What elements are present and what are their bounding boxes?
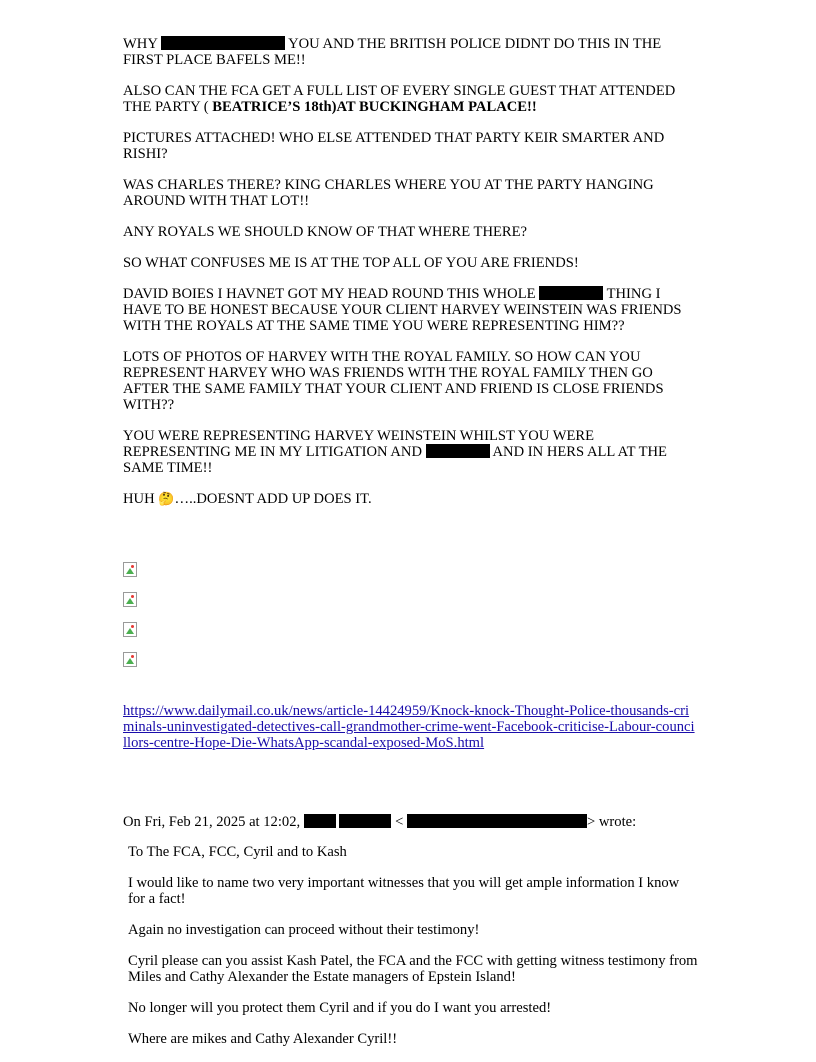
redaction-bar — [304, 814, 336, 828]
paragraph-royals: ANY ROYALS WE SHOULD KNOW OF THAT WHERE THERE? — [123, 224, 528, 240]
text: HUH — [123, 491, 155, 507]
paragraph-why — [123, 36, 698, 68]
paragraph-pictures: PICTURES ATTACHED! WHO ELSE ATTENDED THAT PARTY KEIR SMARTER AND RISHI? — [123, 130, 665, 162]
text: On Fri, Feb 21, 2025 at 12:02, — [123, 814, 301, 830]
paragraph-charles: WAS CHARLES THERE? KING CHARLES WHERE YOU AT THE PARTY HANGING AROUND WITH THAT LOT!! — [123, 177, 654, 209]
quoted-message — [123, 844, 698, 1047]
quoted-paragraph: Cyril please can you assist Kash Patel, the FCA and the FCC with getting witness testimony from Miles and Cathy Alexander the Estate managers of Epstein Island! — [128, 953, 698, 985]
paragraph-huh — [123, 491, 698, 508]
broken-image-icon[interactable] — [123, 592, 137, 607]
text: THING I HAVE TO BE HONEST BECAUSE YOUR CLIENT HARVEY WEINSTEIN WAS FRIENDS WITH THE ROYALS AT THE SAME TIME YOU WERE REPRESENTING HIM?? — [123, 286, 682, 334]
redaction-bar — [539, 286, 603, 300]
broken-image-icon[interactable] — [123, 622, 137, 637]
quoted-paragraph: I would like to name two very important witnesses that you will get ample information I know for a fact! — [128, 875, 680, 907]
text: < — [395, 814, 404, 830]
quote-header — [123, 814, 698, 830]
article-link-paragraph — [123, 703, 698, 751]
redaction-bar — [426, 444, 490, 458]
thinking-face-icon: 🤔 — [158, 492, 175, 507]
paragraph-photos: LOTS OF PHOTOS OF HARVEY WITH THE ROYAL FAMILY. SO HOW CAN YOU REPRESENT HARVEY WHO WAS FRIENDS WITH THE ROYAL FAMILY THEN GO AFTER THE SAME FAMILY THAT YOUR CLIENT AND FRIEND IS CLOSE FRIENDS WITH?? — [123, 349, 664, 413]
text: ALSO CAN THE FCA GET A FULL LIST OF EVERY SINGLE GUEST THAT ATTENDED THE PARTY ( — [123, 83, 676, 115]
text: WHY — [123, 36, 158, 52]
text: YOU AND THE BRITISH POLICE DIDNT DO THIS IN THE FIRST PLACE BAFELS ME!! — [123, 36, 662, 68]
redaction-bar — [407, 814, 587, 828]
paragraph-david-boies — [123, 286, 698, 334]
paragraph-confuses: SO WHAT CONFUSES ME IS AT THE TOP ALL OF YOU ARE FRIENDS! — [123, 255, 579, 271]
text: YOU WERE REPRESENTING HARVEY WEINSTEIN WHILST YOU WERE REPRESENTING ME IN MY LITIGATION AND — [123, 428, 595, 460]
quoted-greeting: To The FCA, FCC, Cyril and to Kash — [128, 844, 347, 860]
attached-images — [123, 562, 698, 667]
dailymail-article-link[interactable]: https://www.dailymail.co.uk/news/article-14424959/Knock-knock-Thought-Police-thousands-criminals-uninvestigated-detectives-call-grandmother-crime-went-Facebook-criticise-Labour-councillors-centre-Hope-Die-WhatsApp-scandal-exposed-MoS.html — [123, 703, 695, 751]
paragraph-fca-guest-list — [123, 83, 698, 115]
quoted-paragraph: Again no investigation can proceed without their testimony! — [128, 922, 480, 938]
text: DAVID BOIES I HAVNET GOT MY HEAD ROUND THIS WHOLE — [123, 286, 536, 302]
broken-image-icon[interactable] — [123, 652, 137, 667]
text: > wrote: — [587, 814, 637, 830]
quoted-paragraph: Where are mikes and Cathy Alexander Cyril!! — [128, 1031, 398, 1047]
broken-image-icon[interactable] — [123, 562, 137, 577]
redaction-bar — [161, 36, 285, 50]
email-body — [123, 36, 698, 1062]
bold-text: BEATRICE’S 18th)AT BUCKINGHAM PALACE!! — [212, 99, 537, 115]
text: AND IN HERS ALL AT THE SAME TIME!! — [123, 444, 667, 476]
redaction-bar — [339, 814, 391, 828]
quoted-paragraph: No longer will you protect them Cyril and if you do I want you arrested! — [128, 1000, 552, 1016]
text: …..DOESNT ADD UP DOES IT. — [174, 491, 372, 507]
paragraph-representing — [123, 428, 698, 476]
